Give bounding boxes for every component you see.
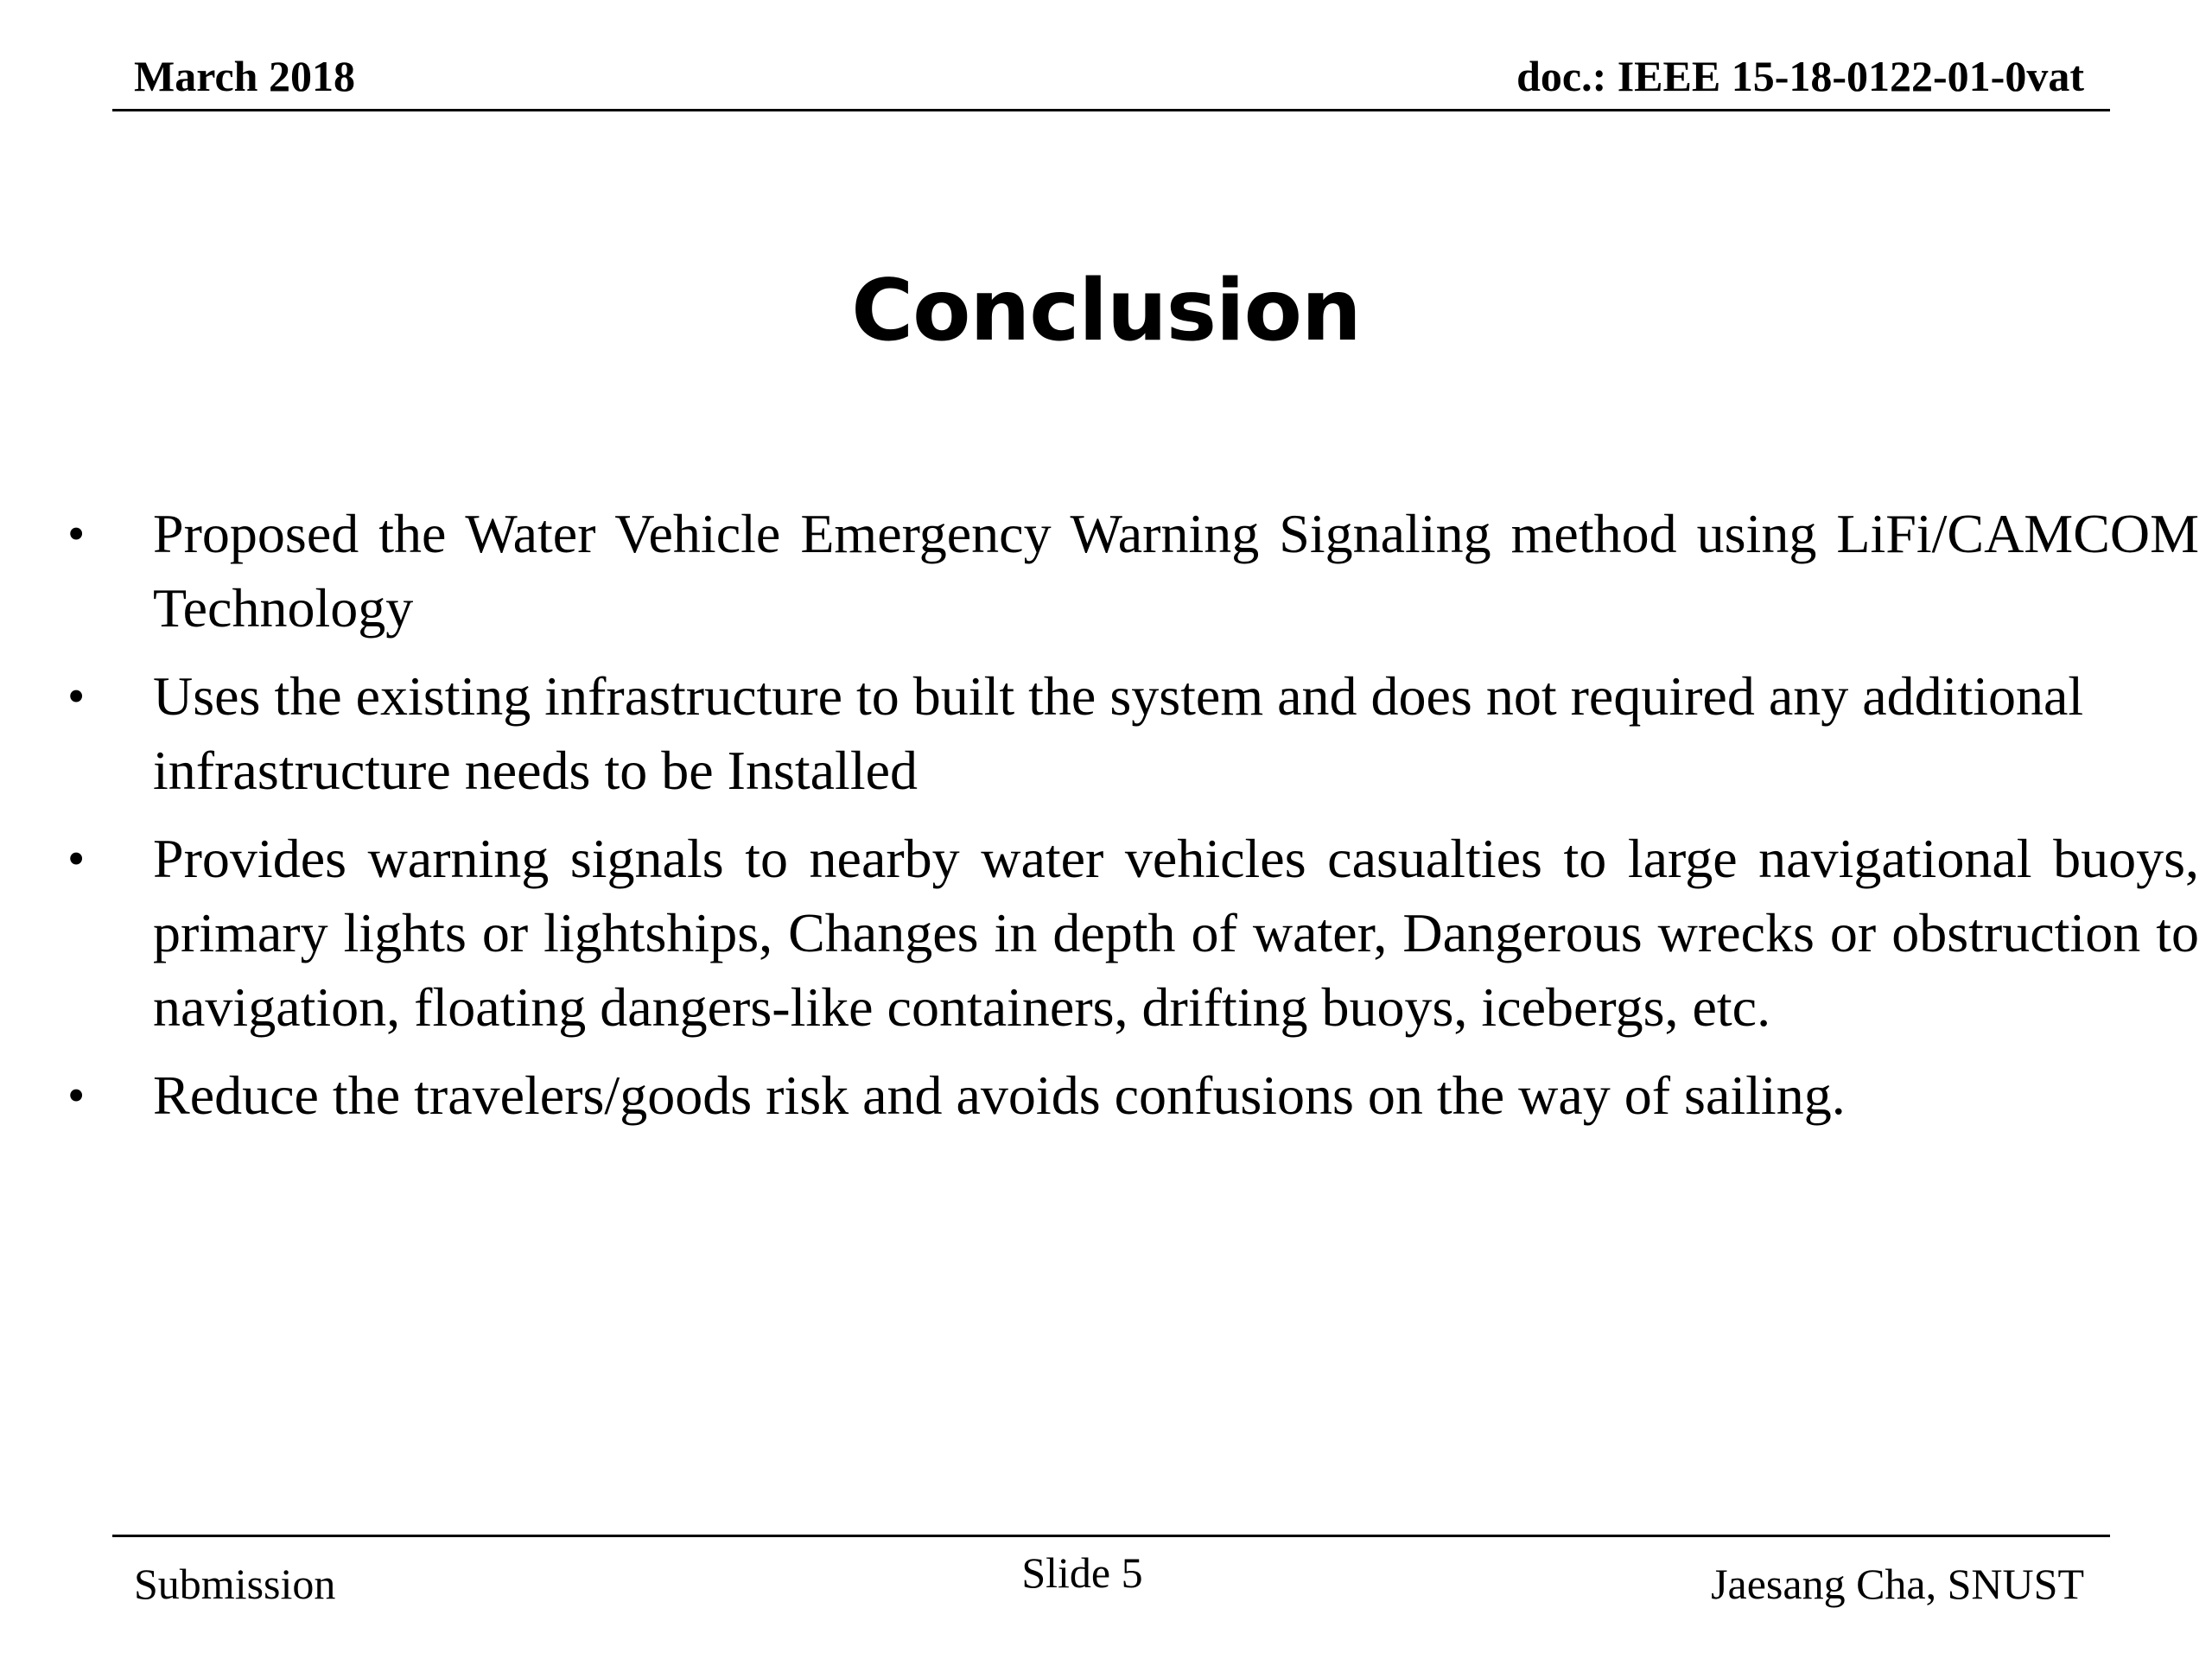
footer-author: Jaesang Cha, SNUST — [1711, 1560, 2084, 1608]
footer-divider — [112, 1535, 2110, 1537]
slide-title: Conclusion — [851, 262, 1361, 360]
bullet-list — [60, 497, 2199, 1147]
bullet-item — [60, 497, 2199, 645]
bullet-icon: • — [67, 830, 86, 887]
header-date: March 2018 — [134, 52, 355, 100]
bullet-text: Uses the existing infrastructure to built the system and does not required any additional infrastructure needs to be Installed — [153, 665, 2084, 801]
bullet-icon: • — [67, 1067, 86, 1123]
bullet-text: Proposed the Water Vehicle Emergency Warning Signaling method using LiFi/CAMCOM Technology — [153, 503, 2199, 639]
slide-number: Slide 5 — [1021, 1548, 1143, 1597]
bullet-item — [60, 659, 2199, 808]
footer-submission: Submission — [134, 1560, 336, 1608]
bullet-icon: • — [67, 668, 86, 724]
bullet-item — [60, 1058, 2199, 1133]
bullet-text: Provides warning signals to nearby water vehicles casualties to large navigational buoys, primary lights or lightships, Changes in depth of water, Dangerous wrecks or obstruction to navigation, floating dangers-like containers, drifting buoys, icebergs, etc. — [153, 828, 2199, 1038]
header-divider — [112, 109, 2110, 111]
bullet-text: Reduce the travelers/goods risk and avoids confusions on the way of sailing. — [153, 1065, 1846, 1126]
bullet-icon: • — [67, 505, 86, 562]
header-doc-id: doc.: IEEE 15-18-0122-01-0vat — [1516, 52, 2084, 100]
bullet-item — [60, 822, 2199, 1045]
